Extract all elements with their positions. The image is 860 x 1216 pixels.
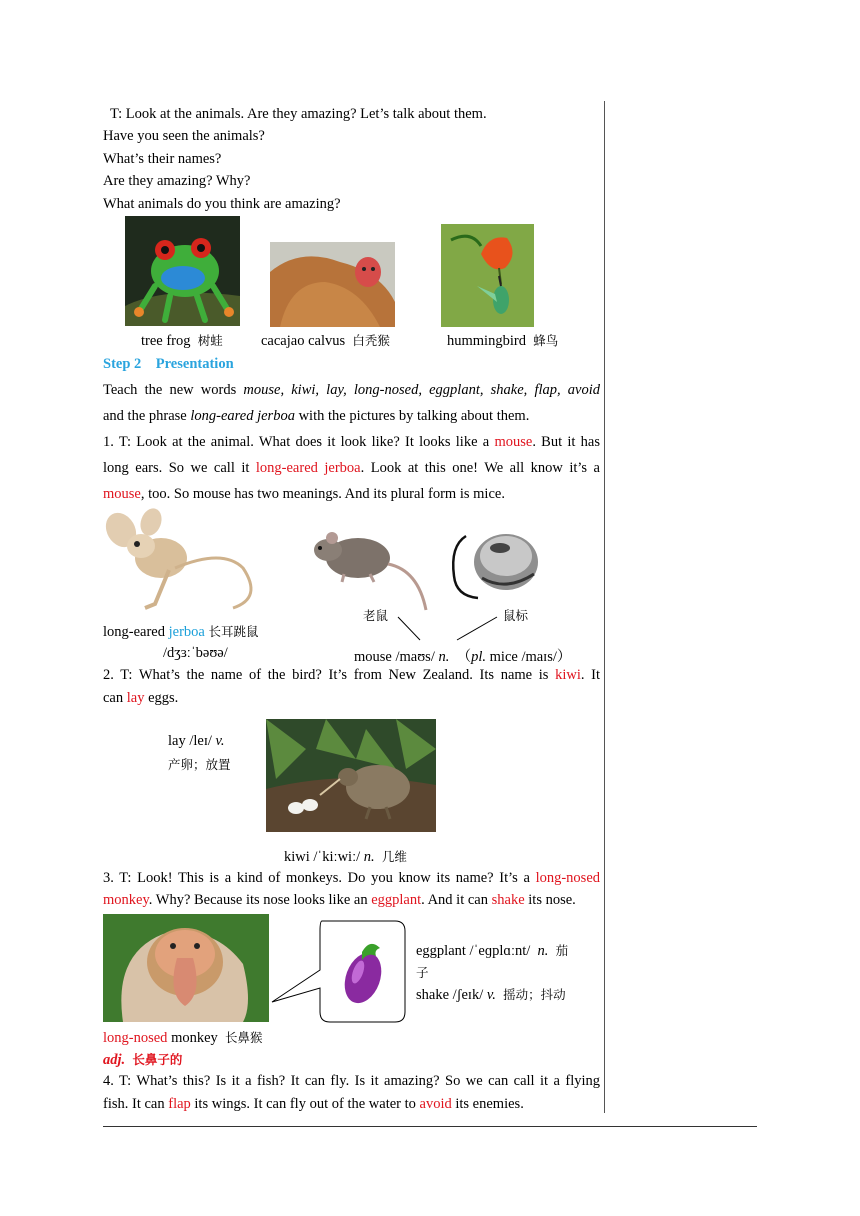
shake-entry: shake /ʃeɪk/ v. 摇动；抖动 xyxy=(416,987,566,1003)
lay-meaning: 产卵；放置 xyxy=(168,757,231,772)
intro-line-1: T: Look at the animals. Are they amazing? Let’s talk about them. xyxy=(110,106,487,122)
label-laoshu: 老鼠 xyxy=(363,608,389,623)
jerboa-image xyxy=(103,508,263,613)
step-heading: Step 2 Presentation xyxy=(103,356,234,372)
p3-line-2: monkey. Why? Because its nose looks like an eggplant. And it can shake its nose. xyxy=(103,892,576,908)
p1-line-2: long ears. So we call it long-eared jerboa. Look at this one! We all know it’s a xyxy=(103,460,600,476)
computer-mouse-image xyxy=(448,526,543,601)
p4-line-2: fish. It can flap its wings. It can fly out of the water to avoid its enemies. xyxy=(103,1096,524,1112)
lay-entry: lay /leɪ/ v. xyxy=(168,733,225,749)
kiwi-image xyxy=(266,719,436,832)
p2-line-2: can lay eggs. xyxy=(103,690,179,706)
eggplant-entry: eggplant /ˈeɡplɑːnt/ n. 茄 xyxy=(416,943,569,959)
p2-line-1: 2. T: What’s the name of the bird? It’s from New Zealand. Its name is kiwi. It xyxy=(103,667,600,683)
teach-line-2: and the phrase long-eared jerboa with the pictures by talking about them. xyxy=(103,408,530,424)
p1-line-1: 1. T: Look at the animal. What does it look like? It looks like a mouse. But it has xyxy=(103,434,600,450)
jerboa-label: long-eared jerboa 长耳跳鼠 xyxy=(103,624,259,640)
footer-rule xyxy=(103,1126,757,1127)
connector-lines xyxy=(395,612,505,644)
caption-cacajao: cacajao calvus 白秃猴 xyxy=(261,333,390,349)
eggplant-bubble xyxy=(270,920,408,1024)
teach-line-1: Teach the new words mouse, kiwi, lay, long-nosed, eggplant, shake, flap, avoid xyxy=(103,382,601,398)
mouse-animal-image xyxy=(308,520,438,615)
intro-line-3: What’s their names? xyxy=(103,151,222,167)
intro-line-5: What animals do you think are amazing? xyxy=(103,196,341,212)
table-border-right xyxy=(604,101,605,1113)
p4-line-1: 4. T: What’s this? Is it a fish? It can fly. Is it amazing? So we can call it a flying xyxy=(103,1073,600,1089)
mouse-entry: mouse /maʊs/ n. （pl. mice /maɪs/） xyxy=(354,649,572,665)
caption-tree-frog: tree frog 树蛙 xyxy=(141,333,223,349)
intro-line-2: Have you seen the animals? xyxy=(103,128,265,144)
tree-frog-image xyxy=(125,216,240,326)
cacajao-calvus-image xyxy=(270,242,395,327)
long-nosed-caption: long-nosed monkey 长鼻猴 xyxy=(103,1030,263,1046)
jerboa-phonetic: /dʒɜːˈbəʊə/ xyxy=(163,645,228,661)
p3-line-1: 3. T: Look! This is a kind of monkeys. Do you know its name? It’s a long-nosed xyxy=(103,870,600,886)
intro-line-4: Are they amazing? Why? xyxy=(103,173,251,189)
kiwi-entry: kiwi /ˈkiːwiː/ n. 几维 xyxy=(284,849,407,865)
eggplant-meaning-cont: 子 xyxy=(416,965,429,980)
long-nosed-monkey-image xyxy=(103,914,269,1022)
p1-line-3: mouse, too. So mouse has two meanings. And its plural form is mice. xyxy=(103,486,505,502)
hummingbird-image xyxy=(441,224,534,327)
adj-label: adj. 长鼻子的 xyxy=(103,1052,183,1068)
label-shubiao: 鼠标 xyxy=(503,608,529,623)
caption-hummingbird: hummingbird 蜂鸟 xyxy=(447,333,559,349)
